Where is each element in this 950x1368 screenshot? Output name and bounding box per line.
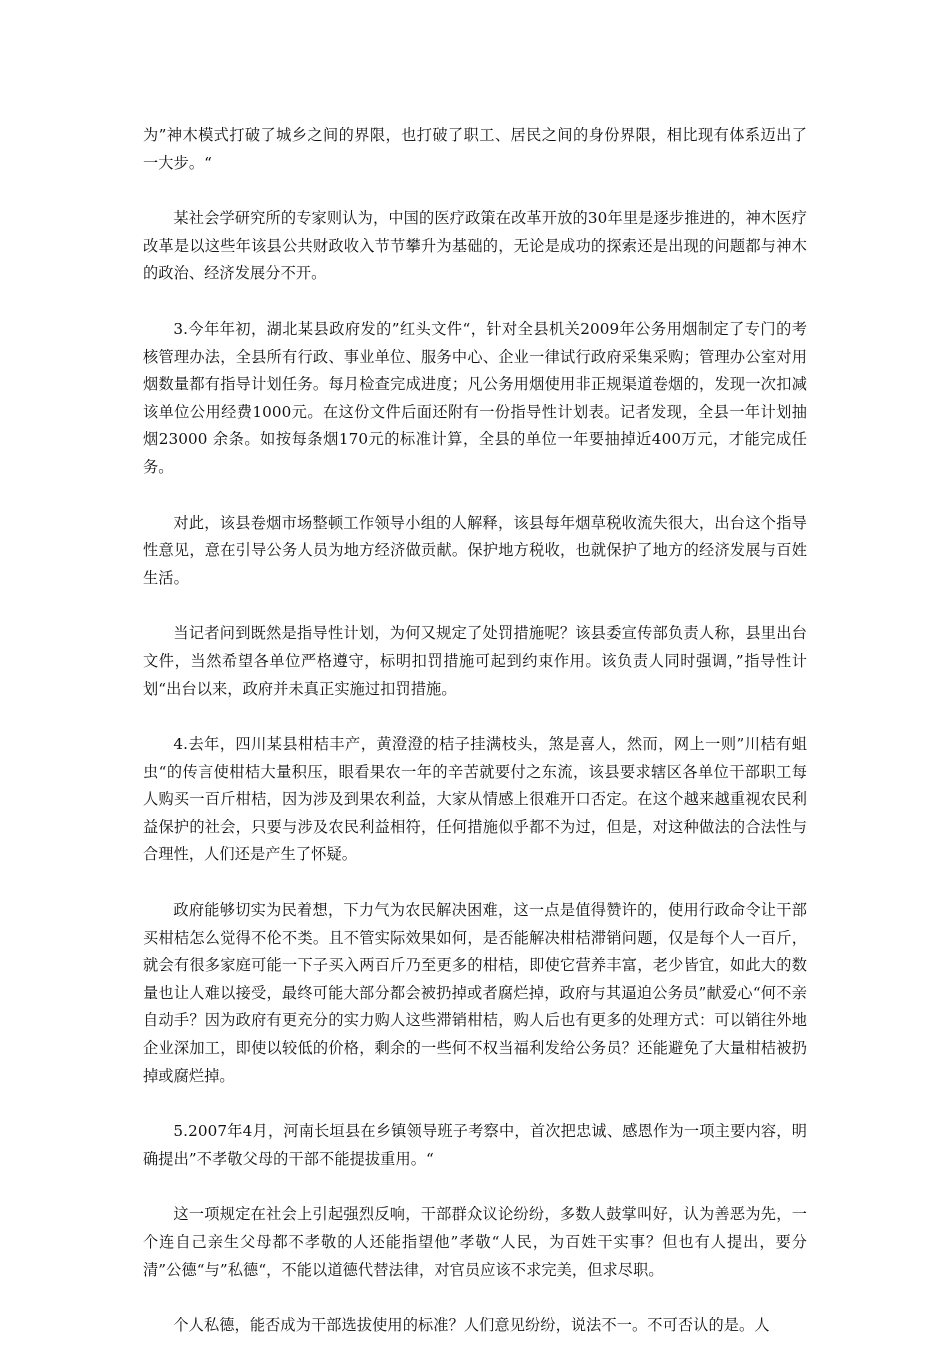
paragraph-4: 对此，该县卷烟市场整顿工作领导小组的人解释，该县每年烟草税收流失很大，出台这个指导性意见，意在引导公务人员为地方经济做贡献。保护地方税收，也就保护了地方的经济发展与百姓生活。 xyxy=(143,513,807,587)
paragraph-3: 3.今年年初，湖北某县政府发的”红头文件“，针对全县机关2009年公务用烟制定了专门的考核管理办法，全县所有行政、事业单位、服务中心、企业一律试行政府采集采购；管理办公室对用烟数量都有指导计划任务。每月检查完成进度；凡公务用烟使用非正规渠道卷烟的，发现一次扣减该单位公用经费1000元。在这份文件后面还附有一份指导性计划表。记者发现，全县一年计划抽烟23000 余条。如按每条烟170元的标准计算，全县的单位一年要抽掉近400万元，才能完成任务。 xyxy=(143,319,807,476)
paragraph-2: 某社会学研究所的专家则认为，中国的医疗政策在改革开放的30年里是逐步推进的，神木医疗改革是以这些年该县公共财政收入节节攀升为基础的，无论是成功的探索还是出现的问题都与神木的政治、经济发展分不开。 xyxy=(143,209,807,283)
document-body xyxy=(143,122,807,1368)
paragraph-5: 当记者问到既然是指导性计划，为何又规定了处罚措施呢？该县委宣传部负责人称，县里出台文件，当然希望各单位严格遵守，标明扣罚措施可起到约束作用。该负责人同时强调，”指导性计划“出台以来，政府并未真正实施过扣罚措施。 xyxy=(143,624,807,698)
paragraph-1: 为”神木模式打破了城乡之间的界限，也打破了职工、居民之间的身份界限，相比现有体系迈出了一大步。“ xyxy=(143,126,807,172)
paragraph-9: 这一项规定在社会上引起强烈反响，干部群众议论纷纷，多数人鼓掌叫好，认为善恶为先，一个连自己亲生父母都不孝敬的人还能指望他”孝敬“人民，为百姓干实事？但也有人提出，要分清”公德“与”私德“，不能以道德代替法律，对官员应该不求完美，但求尽职。 xyxy=(143,1205,807,1279)
paragraph-6: 4.去年，四川某县柑桔丰产，黄澄澄的桔子挂满枝头，煞是喜人，然而，网上一则”川桔有蛆虫“的传言使柑桔大量积压，眼看果农一年的辛苦就要付之东流，该县要求辖区各单位干部职工每人购买一百斤柑桔，因为涉及到果农利益，大家从情感上很难开口否定。在这个越来越重视农民利益保护的社会，只要与涉及农民利益相符，任何措施似乎都不为过，但是，对这种做法的合法性与合理性，人们还是产生了怀疑。 xyxy=(143,735,807,864)
paragraph-8: 5.2007年4月，河南长垣县在乡镇领导班子考察中，首次把忠诚、感恩作为一项主要内容，明确提出”不孝敬父母的干部不能提拔重用。“ xyxy=(143,1122,807,1168)
paragraph-7: 政府能够切实为民着想，下力气为农民解决困难，这一点是值得赞许的，使用行政命令让干部买柑桔怎么觉得不伦不类。且不管实际效果如何，是否能解决柑桔滞销问题，仅是每个人一百斤，就会有很多家庭可能一下子买入两百斤乃至更多的柑桔，即使它营养丰富，老少皆宜，如此大的数量也让人难以接受，最终可能大部分都会被扔掉或者腐烂掉，政府与其逼迫公务员”献爱心“何不亲自动手？因为政府有更充分的实力购人这些滞销柑桔，购人后也有更多的处理方式：可以销往外地企业深加工，即使以较低的价格，剩余的一些何不权当福利发给公务员？还能避免了大量柑桔被扔掉或腐烂掉。 xyxy=(143,901,807,1085)
paragraph-10: 个人私德，能否成为干部选拔使用的标准？人们意见纷纷，说法不一。不可否认的是。人 xyxy=(173,1316,770,1335)
